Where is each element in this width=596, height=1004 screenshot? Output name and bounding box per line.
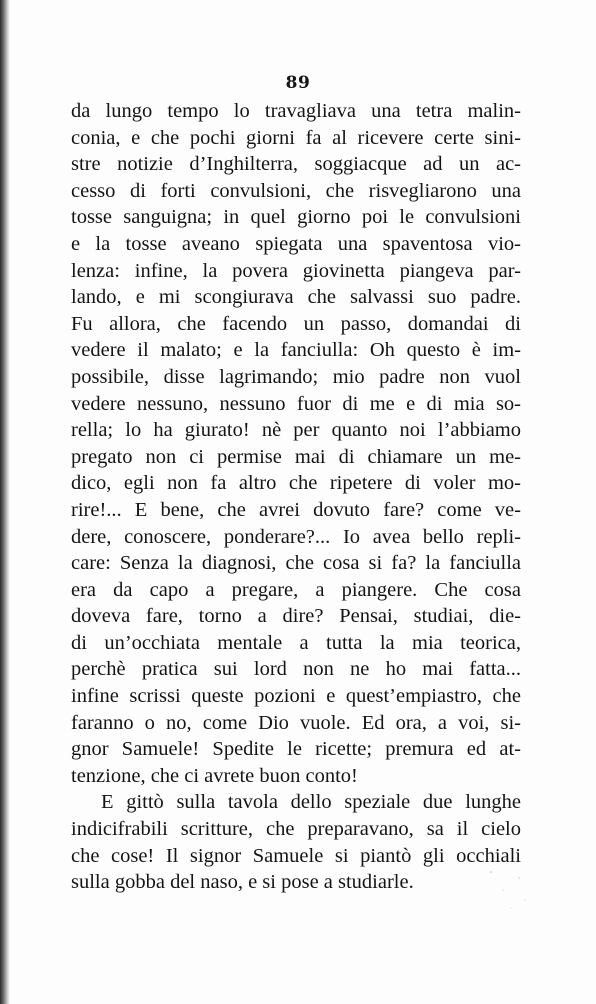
text-line: infine scrissi queste pozioni e quest’empiastro, che — [71, 685, 521, 708]
page-binding-edge — [0, 0, 10, 1004]
text-line: doveva fare, torno a dire? Pensai, studiai, die- — [71, 605, 521, 628]
text-line: rella; lo ha giurato! nè per quanto noi l’abbiamo — [71, 419, 521, 442]
text-line: dere, conoscere, ponderare?... Io avea bello repli- — [71, 525, 521, 548]
text-line: da lungo tempo lo travagliava una tetra malin- — [71, 100, 521, 122]
text-line: conia, e che pochi giorni fa al ricevere certe sini- — [71, 126, 521, 149]
paragraph-first-line: E gittò sulla tavola dello speziale due lunghe — [101, 791, 521, 814]
text-line: sulla gobba del naso, e si pose a studiarle. — [71, 871, 414, 894]
text-line: lenza: infine, la povera giovinetta piangeva par- — [71, 259, 521, 282]
text-line: care: Senza la diagnosi, che cosa si fa? la fanciulla — [71, 552, 521, 575]
text-line: vedere il malato; e la fanciulla: Oh questo è im- — [71, 339, 521, 362]
text-line: vedere nessuno, nessuno fuor di me e di mia so- — [71, 392, 521, 415]
text-line: tosse sanguigna; in quel giorno poi le convulsioni — [71, 206, 521, 229]
text-line: lando, e mi scongiurava che salvassi suo padre. — [71, 286, 521, 309]
page-number: 89 — [285, 73, 311, 93]
text-line: faranno o no, come Dio vuole. Ed ora, a voi, si- — [71, 711, 521, 734]
text-line: rire!... E bene, che avrei dovuto fare? come ve- — [71, 498, 521, 521]
paper-specks — [481, 860, 541, 920]
text-line: e la tosse aveano spiegata una spaventosa vio- — [71, 232, 521, 255]
text-line: Fu allora, che facendo un passo, domandai di — [71, 312, 521, 335]
text-line: stre notizie d’Inghilterra, soggiacque ad un ac- — [71, 153, 521, 176]
text-line: che cose! Il signor Samuele si piantò gli occhiali — [71, 844, 521, 867]
text-line: pregato non ci permise mai di chiamare un me- — [71, 445, 521, 468]
text-line: dico, egli non fa altro che ripetere di voler mo- — [71, 472, 521, 495]
text-line: indicifrabili scritture, che preparavano, sa il cielo — [71, 818, 521, 841]
text-line: era da capo a pregare, a piangere. Che cosa — [71, 578, 521, 601]
text-line: tenzione, che ci avrete buon conto! — [71, 764, 358, 787]
text-line: perchè pratica sui lord non ne ho mai fatta... — [71, 658, 521, 681]
text-line: cesso di forti convulsioni, che risvegliarono una — [71, 179, 521, 202]
text-line: possibile, disse lagrimando; mio padre non vuol — [71, 365, 521, 388]
text-line: di un’occhiata mentale a tutta la mia teorica, — [71, 631, 521, 654]
text-line: gnor Samuele! Spedite le ricette; premura ed at- — [71, 738, 521, 761]
body-text — [71, 98, 521, 896]
